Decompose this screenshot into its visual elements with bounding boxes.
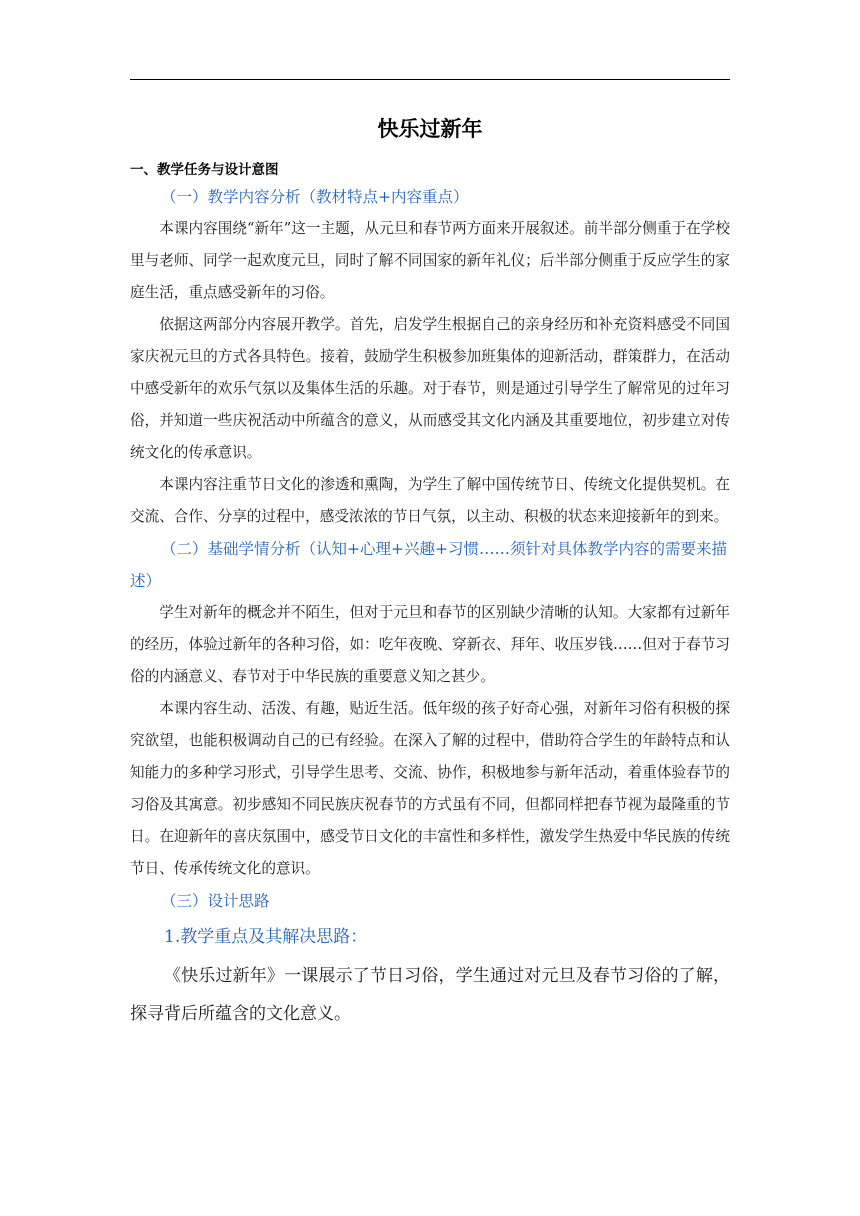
subheading-content-analysis: （一）教学内容分析（教材特点+内容重点） xyxy=(161,188,469,206)
header-rule xyxy=(130,79,730,80)
paragraph-5: 本课内容生动、活泼、有趣，贴近生活。低年级的孩子好奇心强，对新年习俗有积极的探究欲望，也能积极调动自己的已有经验。在深入了解的过程中，借助符合学生的年龄特点和认知能力的多种学习形式，引导学生思考、交流、协作，积极地参与新年活动，着重体验春节的习俗及其寓意。初步感知不同民族庆祝春节的方式虽有不同，但都同样把春节视为最隆重的节日。在迎新年的喜庆氛围中，感受节日文化的丰富性和多样性，激发学生热爱中华民族的传统节日、传承传统文化的意识。 xyxy=(130,700,730,877)
paragraph-1: 本课内容围绕“新年”这一主题，从元旦和春节两方面来开展叙述。前半部分侧重于在学校里与老师、同学一起欢度元旦，同时了解不同国家的新年礼仪；后半部分侧重于反应学生的家庭生活，重点感受新年的习俗。 xyxy=(130,220,730,301)
document-title: 快乐过新年 xyxy=(377,117,483,141)
document-body xyxy=(130,181,730,1033)
paragraph-3: 本课内容注重节日文化的渗透和熏陶，为学生了解中国传统节日、传统文化提供契机。在交流、合作、分享的过程中，感受浓浓的节日气氛，以主动、积极的状态来迎接新年的到来。 xyxy=(130,476,730,525)
subheading-teaching-focus: 1.教学重点及其解决思路： xyxy=(164,927,368,947)
paragraph-4: 学生对新年的概念并不陌生，但对于元旦和春节的区别缺少清晰的认知。大家都有过新年的经历，体验过新年的各种习俗，如：吃年夜晚、穿新衣、拜年、收压岁钱……但对于春节习俗的内涵意义、春节对于中华民族的重要意义知之甚少。 xyxy=(130,604,730,685)
subheading-design-ideas: （三）设计思路 xyxy=(161,892,270,910)
subheading-student-analysis: （二）基础学情分析（认知+心理+兴趣+习惯……须针对具体教学内容的需要来描述） xyxy=(130,540,727,590)
paragraph-2: 依据这两部分内容展开教学。首先，启发学生根据自己的亲身经历和补充资料感受不同国家庆祝元旦的方式各具特色。接着，鼓励学生积极参加班集体的迎新活动，群策群力，在活动中感受新年的欢乐气氛以及集体生活的乐趣。对于春节，则是通过引导学生了解常见的过年习俗，并知道一些庆祝活动中所蕴含的意义，从而感受其文化内涵及其重要地位，初步建立对传统文化的传承意识。 xyxy=(130,316,730,461)
section-heading-1: 一、教学任务与设计意图 xyxy=(130,162,279,178)
paragraph-6: 《快乐过新年》一课展示了节日习俗，学生通过对元旦及春节习俗的了解，探寻背后所蕴含的文化意义。 xyxy=(130,966,730,1024)
